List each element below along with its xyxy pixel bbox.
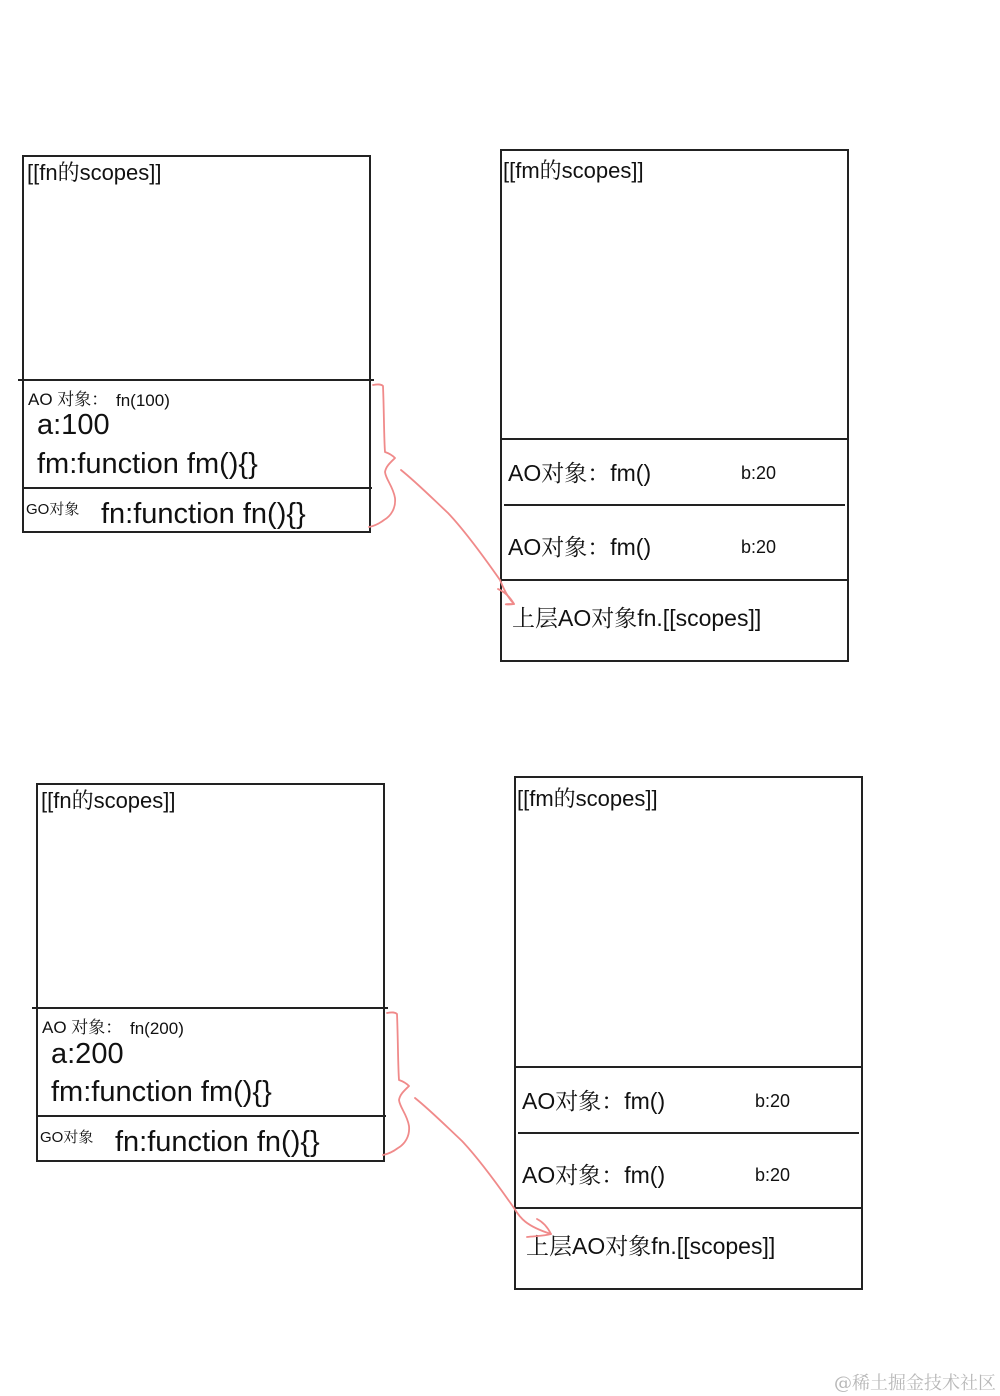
top-fm-row-2-label: AO对象：fm() (508, 534, 652, 560)
bottom-fn-scopes-title: [[fn的scopes]] (41, 788, 176, 813)
bottom-fm-row-1-label: AO对象：fm() (522, 1088, 666, 1114)
bottom-fm-row-2-label: AO对象：fm() (522, 1162, 666, 1188)
watermark: @稀土掘金技术社区 (834, 1373, 996, 1394)
top-fn-go-divider (24, 487, 372, 489)
top-fm-scopes-title: [[fm的scopes]] (503, 158, 644, 183)
top-fm-parent-ref: 上层AO对象fn.[[scopes]] (512, 605, 762, 631)
bottom-fm-divider-2 (518, 1132, 859, 1134)
top-fn-ao-var-a: a:100 (37, 409, 110, 441)
bottom-fm-row-2-value: b:20 (755, 1165, 791, 1185)
top-fn-scopes-title: [[fn的scopes]] (27, 160, 162, 185)
top-fm-scopes-box (500, 149, 849, 662)
top-fm-row-2-value: b:20 (741, 537, 777, 557)
top-fm-divider-2 (504, 504, 845, 506)
top-fm-divider-1 (500, 438, 849, 440)
top-arrow-icon (401, 470, 514, 604)
top-fm-row-1-value: b:20 (741, 463, 777, 483)
bottom-fn-ao-var-fm: fm:function fm(){} (51, 1076, 272, 1108)
top-fm-row-1-label: AO对象：fm() (508, 460, 652, 486)
bottom-fn-go-var-fn: fn:function fn(){} (115, 1126, 320, 1158)
bottom-fm-divider-1 (514, 1066, 863, 1068)
bottom-fn-ao-var-a: a:200 (51, 1038, 124, 1070)
bottom-fn-go-label: GO对象 (40, 1129, 94, 1146)
bottom-brace-icon (383, 1012, 409, 1155)
bottom-fm-divider-3 (516, 1207, 861, 1209)
bottom-fm-row-1-value: b:20 (755, 1091, 791, 1111)
bottom-fn-ao-call: fn(200) (130, 1019, 184, 1038)
bottom-fn-ao-divider (32, 1007, 388, 1009)
top-fn-ao-call: fn(100) (116, 391, 170, 410)
top-fn-go-var-fn: fn:function fn(){} (101, 498, 306, 530)
bottom-fn-go-divider (38, 1115, 386, 1117)
top-fn-ao-var-fm: fm:function fm(){} (37, 448, 258, 480)
bottom-fm-scopes-box (514, 776, 863, 1290)
top-fn-ao-divider (18, 379, 374, 381)
bottom-fm-parent-ref: 上层AO对象fn.[[scopes]] (526, 1233, 776, 1259)
top-fm-divider-3 (502, 579, 847, 581)
top-brace-icon (369, 384, 395, 527)
top-fn-ao-label: AO 对象： (28, 390, 109, 409)
top-fn-go-label: GO对象 (26, 501, 80, 518)
bottom-fm-scopes-title: [[fm的scopes]] (517, 786, 658, 811)
bottom-fn-ao-label: AO 对象： (42, 1018, 123, 1037)
